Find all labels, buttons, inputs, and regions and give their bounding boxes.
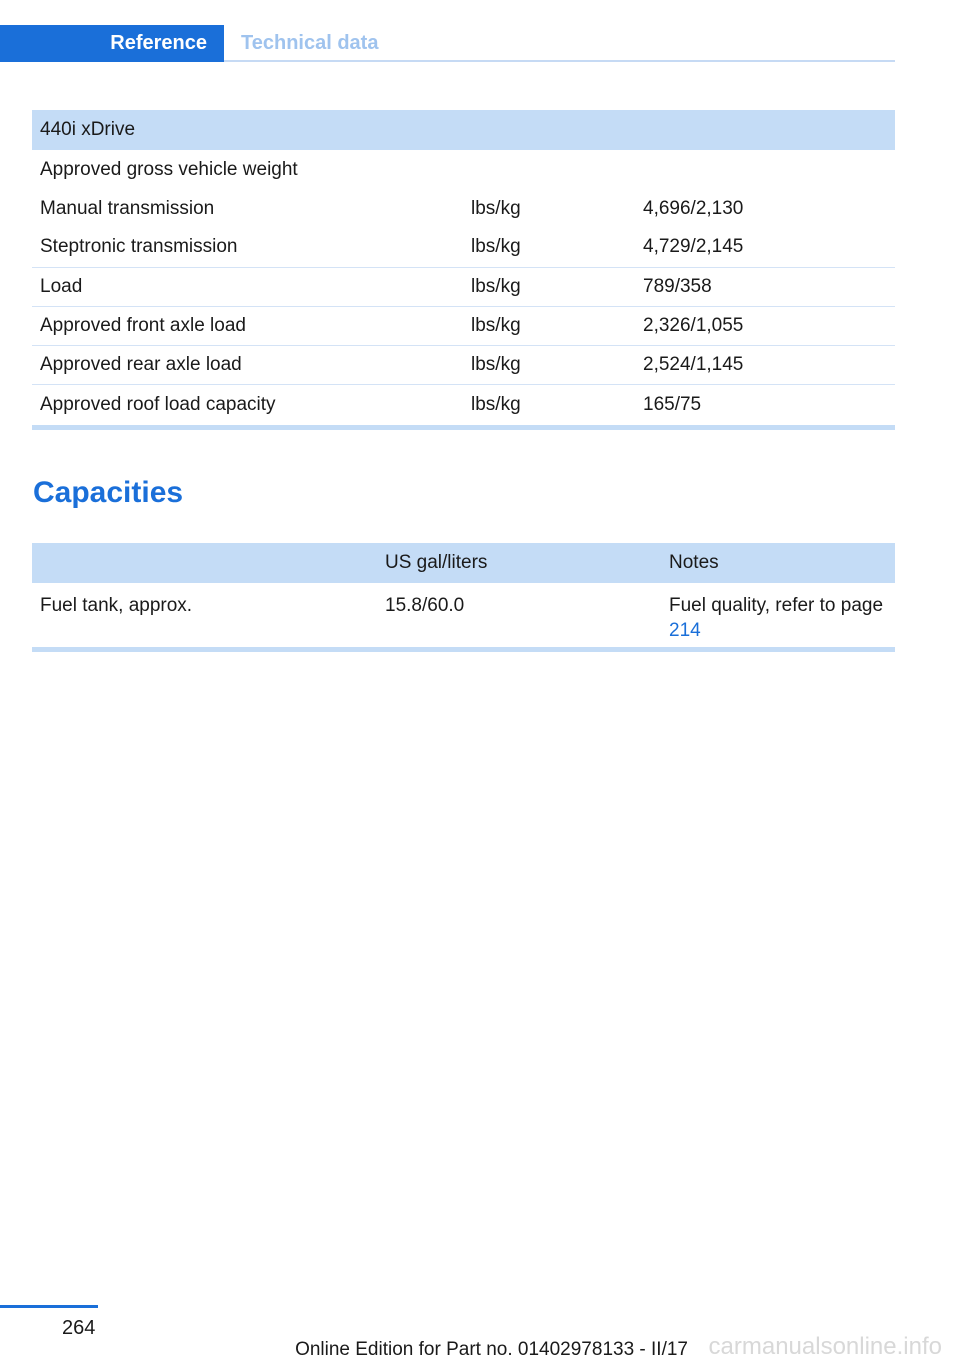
weights-table [32,110,895,430]
model-heading: 440i xDrive [32,110,895,150]
table-header-row [32,543,895,583]
capacities-table [32,543,895,652]
column-header [32,543,377,583]
row-label: Approved rear axle load [32,345,463,384]
row-label: Steptronic transmission [32,228,463,267]
table-row [32,189,895,228]
row-unit: lbs/kg [463,306,635,345]
footer-rule [0,1305,98,1308]
table-row [32,267,895,306]
row-value: 4,696/2,130 [643,197,744,219]
row-value: 165/75 [635,384,895,427]
row-label: Fuel tank, approx. [32,583,377,649]
row-unit: lbs/kg [463,228,635,267]
row-value: 789/358 [635,267,895,306]
row-unit: lbs/kg [471,197,521,219]
column-header: Notes [661,543,895,583]
row-label: Load [32,267,463,306]
row-label: Manual transmission [40,197,215,219]
table-row [32,306,895,345]
tab-reference[interactable]: Reference [0,25,224,62]
row-label: Approved roof load capacity [32,384,463,427]
page-header [0,25,895,62]
tab-technical-data[interactable]: Technical data [241,32,379,54]
table-row [32,583,895,649]
row-label: Approved front axle load [32,306,463,345]
table-row [32,345,895,384]
page-number: 264 [62,1317,96,1339]
row-value: 2,326/1,055 [635,306,895,345]
edition-text: Online Edition for Part no. 01402978133 - II/17 [295,1339,688,1360]
row-unit: lbs/kg [463,384,635,427]
row-value: 4,729/2,145 [635,228,895,267]
row-unit: lbs/kg [463,267,635,306]
row-value: 2,524/1,145 [635,345,895,384]
page-reference-link[interactable]: 214 [669,620,701,641]
row-unit: lbs/kg [463,345,635,384]
row-note [661,583,895,649]
column-header: US gal/liters [377,543,661,583]
header-divider [224,60,895,62]
table-row [32,228,895,267]
table-row [32,384,895,427]
group-label: Approved gross vehicle weight [40,158,298,180]
table-row [32,150,895,189]
table-header-row [32,110,895,150]
section-title-capacities: Capacities [33,476,184,509]
note-text: Fuel quality, refer to page [669,595,884,616]
watermark: carmanualsonline.info [708,1333,942,1360]
row-value: 15.8/60.0 [377,583,661,649]
